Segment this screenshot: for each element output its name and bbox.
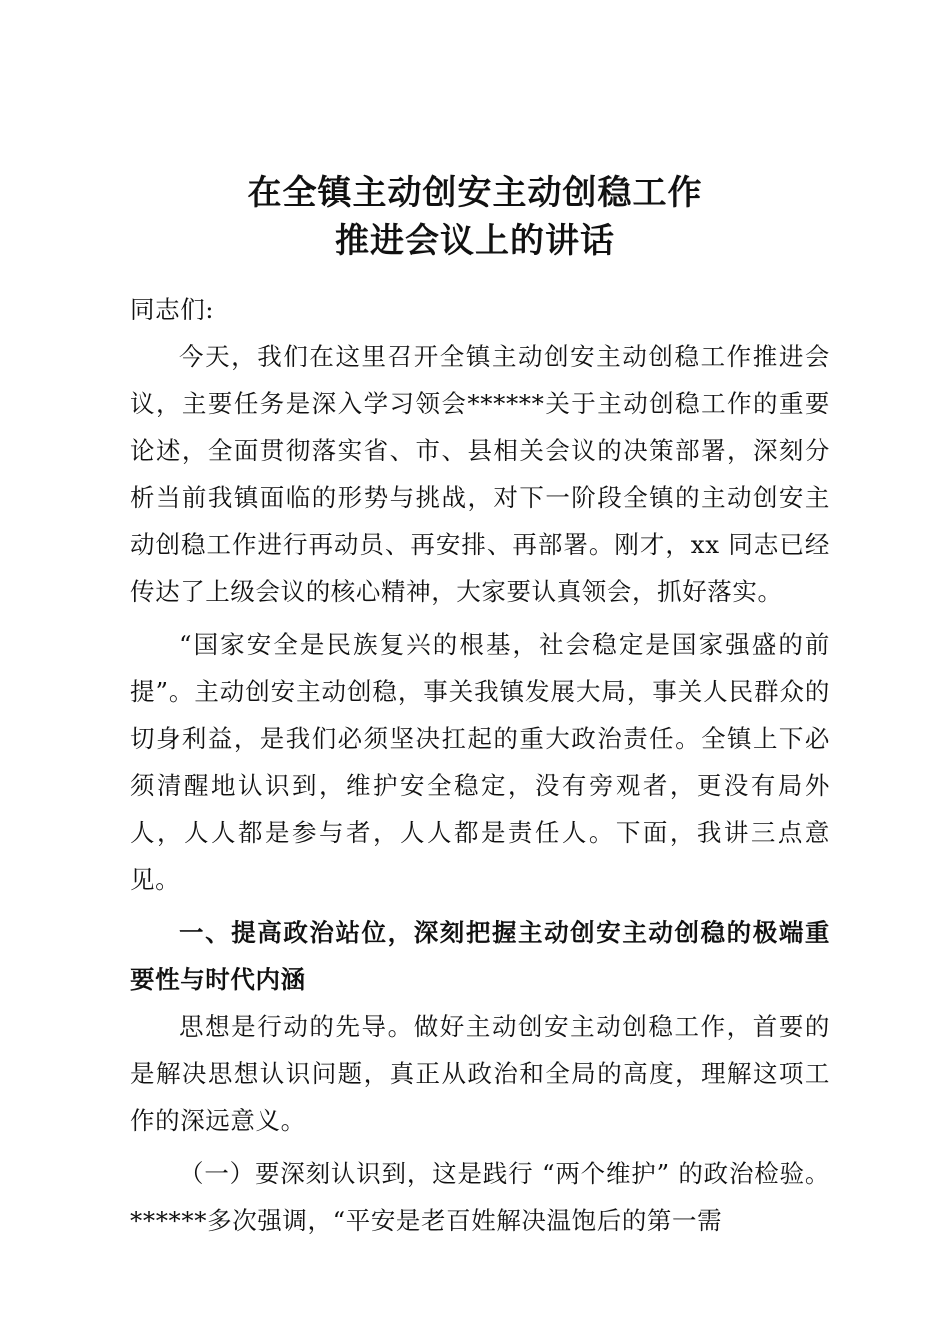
document-title-line-2: 推进会议上的讲话 bbox=[335, 221, 615, 261]
paragraph-opening: 今天，我们在这里召开全镇主动创安主动创稳工作推进会议，主要任务是深入学习领会******关于主动创稳工作的重要论述，全面贯彻落实省、市、县相关会议的决策部署，深刻分析当前我镇面临的形势与挑战，对下一阶段全镇的主动创安主动创稳工作进行再动员、再安排、再部署。刚才，xx 同志已经传达了上级会议的核心精神，大家要认真领会，抓好落实。 bbox=[130, 342, 830, 606]
paragraph-section-1-intro: 思想是行动的先导。做好主动创安主动创稳工作，首要的是解决思想认识问题，真正从政治和全局的高度，理解这项工作的深远意义。 bbox=[130, 1012, 830, 1135]
document-title-line-1: 在全镇主动创安主动创稳工作 bbox=[247, 173, 703, 213]
paragraph-quote: “国家安全是民族复兴的根基，社会稳定是国家强盛的前提”。主动创安主动创稳，事关我镇发展大局，事关人民群众的切身利益，是我们必须坚决扛起的重大政治责任。全镇上下必须清醒地认识到，维护安全稳定，没有旁观者，更没有局外人，人人都是参与者，人人都是责任人。下面，我讲三点意见。 bbox=[130, 630, 830, 894]
paragraph-subsection-1: （一）要深刻认识到，这是践行 “两个维护” 的政治检验。 ******多次强调，“平安是老百姓解决温饱后的第一需 bbox=[130, 1159, 830, 1235]
section-heading-1: 一、提高政治站位，深刻把握主动创安主动创稳的极端重要性与时代内涵 bbox=[130, 918, 830, 994]
document-body bbox=[130, 286, 830, 1244]
salutation: 同志们: bbox=[130, 295, 215, 324]
